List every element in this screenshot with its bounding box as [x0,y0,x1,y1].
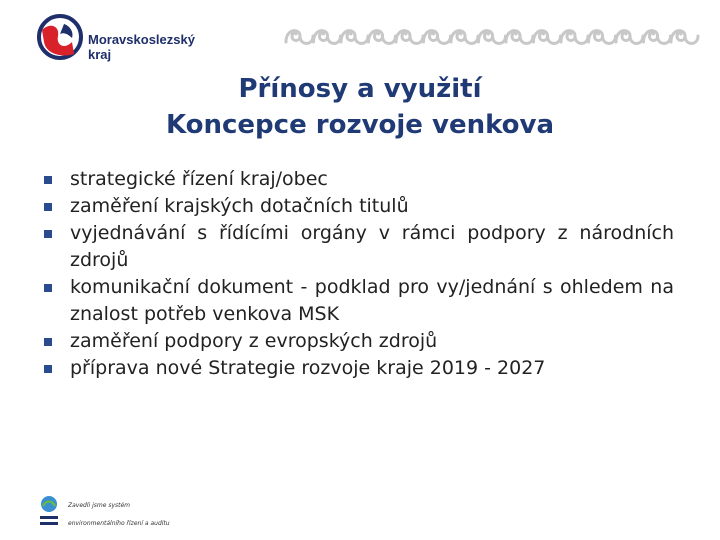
bullet-marker-icon [44,365,52,373]
bullet-item: komunikační dokument - podklad pro vy/jednání s ohledem na znalost potřeb venkova MSK [44,274,674,328]
pattern-swirl [575,36,588,44]
logo-line-1: Moravskoslezský [88,32,195,47]
pattern-swirl [314,31,328,42]
bullet-item: zaměření krajských dotačních titulů [44,193,674,220]
bullet-marker-icon [44,230,52,238]
pattern-swirl [300,36,313,44]
pattern-swirl [548,36,561,44]
pattern-swirl [341,31,355,42]
pattern-swirl [520,36,533,44]
bullet-item: příprava nové Strategie rozvoje kraje 2019 - 2027 [44,355,674,382]
pattern-swirl [685,36,698,44]
pattern-swirl [630,36,643,44]
pattern-swirl [451,31,465,42]
page-title-line-1: Přínosy a využití [238,74,482,104]
pattern-swirl [561,31,575,42]
pattern-swirl [479,31,493,42]
pattern-swirl [658,36,671,44]
bullet-marker-icon [44,338,52,346]
bullet-item: strategické řízení kraj/obec [44,166,674,193]
pattern-swirl [286,31,300,42]
pattern-swirl [396,31,410,42]
pattern-swirl [438,36,451,44]
pattern-swirl [355,36,368,44]
bullet-item: vyjednávání s řídícími orgány v rámci podpory z národních zdrojů [44,220,674,274]
pattern-swirl [603,36,616,44]
footer-line-2: environmentálního řízení a auditu [68,520,170,527]
bullet-marker-icon [44,284,52,292]
pattern-swirl [410,36,423,44]
bullet-marker-icon [44,176,52,184]
emas-logo-icon [38,494,60,530]
page-title-line-2: Koncepce rozvoje venkova [165,110,555,140]
pattern-swirl [424,31,438,42]
bullet-item: zaměření podpory z evropských zdrojů [44,328,674,355]
pattern-swirl [369,31,383,42]
region-logo [36,12,196,68]
bullet-marker-icon [44,203,52,211]
pattern-swirl [589,31,603,42]
pattern-swirl [465,36,478,44]
pattern-swirl [493,36,506,44]
pattern-swirl [644,31,658,42]
pattern-swirl [383,36,396,44]
pattern-swirl [328,36,341,44]
footer-line-1: Zavedli jsme systém [68,502,131,509]
pattern-swirl [616,31,630,42]
region-emblem-icon [36,12,86,62]
pattern-swirl [506,31,520,42]
decorative-pattern [280,20,700,52]
logo-line-2: kraj [88,47,112,62]
bullet-list [44,166,674,382]
pattern-swirl [534,31,548,42]
pattern-swirl [671,31,685,42]
